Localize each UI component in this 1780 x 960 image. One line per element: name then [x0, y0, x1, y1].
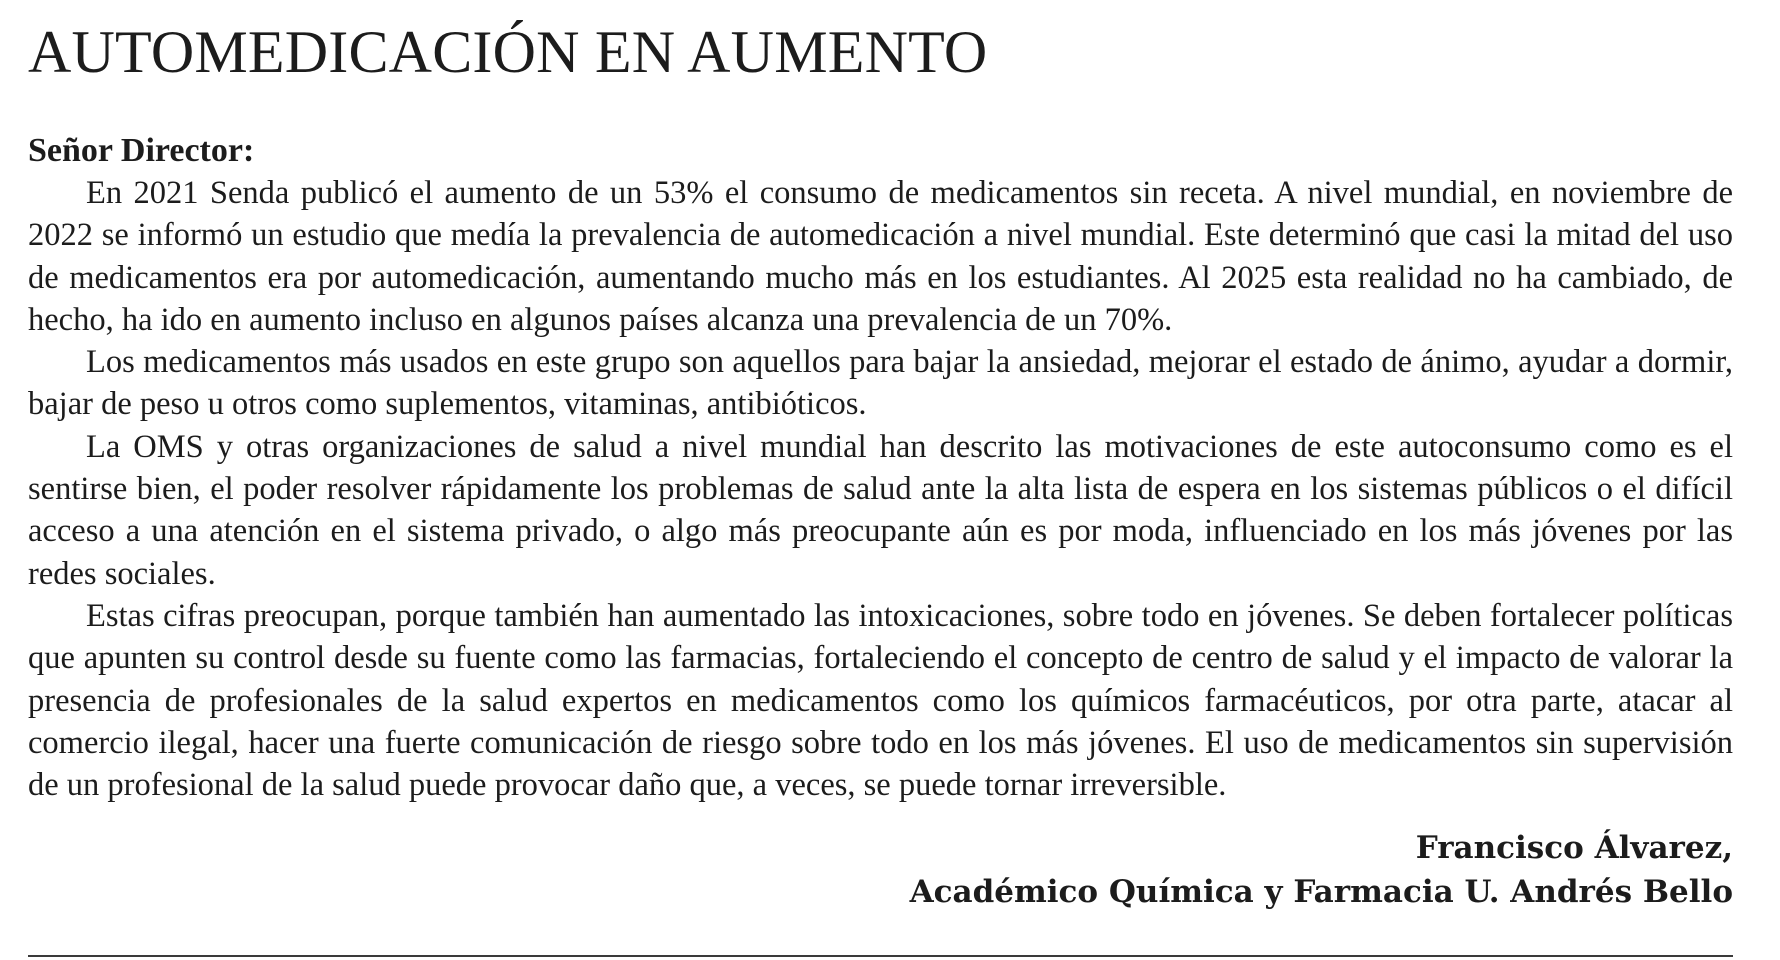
headline: AUTOMEDICACIÓN EN AUMENTO	[28, 19, 988, 85]
paragraph: Estas cifras preocupan, porque también han aumentado las intoxicaciones, sobre todo en jóvenes. Se deben fortalecer políticas que apunten su control desde su fuente como las farmacias, fortaleciendo el concepto de centro de salud y el impacto de valorar la presencia de profesionales de la salud expertos en medicamentos como los químicos farmacéuticos, por otra parte, atacar al comercio ilegal, hacer una fuerte comunicación de riesgo sobre todo en los más jóvenes. El uso de medicamentos sin supervisión de un profesional de la salud puede provocar daño que, a veces, se puede tornar irreversible.	[28, 597, 1733, 804]
bottom-divider	[28, 955, 1733, 957]
paragraph: En 2021 Senda publicó el aumento de un 53% el consumo de medicamentos sin receta. A nivel mundial, en noviembre de 2022 se informó un estudio que medía la prevalencia de automedicación a nivel mundial. Este determinó que casi la mitad del uso de medicamentos era por automedicación, aumentando mucho más en los estudiantes. Al 2025 esta realidad no ha cambiado, de hecho, ha ido en aumento incluso en algunos países alcanza una prevalencia de un 70%.	[28, 175, 1733, 338]
signature-block	[28, 826, 1733, 914]
author-name: Francisco Álvarez,	[1415, 830, 1733, 867]
paragraph: Los medicamentos más usados en este grupo son aquellos para bajar la ansiedad, mejorar el estado de ánimo, ayudar a dormir, bajar de peso u otros como suplementos, vitaminas, antibióticos.	[28, 344, 1733, 423]
author-affiliation: Académico Química y Farmacia U. Andrés Bello	[909, 874, 1733, 911]
letter-to-editor	[28, 16, 1733, 914]
paragraph: La OMS y otras organizaciones de salud a nivel mundial han descrito las motivaciones de este autoconsumo como es el sentirse bien, el poder resolver rápidamente los problemas de salud ante la alta lista de espera en los sistemas públicos o el difícil acceso a una atención en el sistema privado, o algo más preocupante aún es por moda, influenciado en los más jóvenes por las redes sociales.	[28, 428, 1733, 592]
salutation: Señor Director:	[28, 132, 255, 169]
letter-body	[28, 172, 1733, 806]
